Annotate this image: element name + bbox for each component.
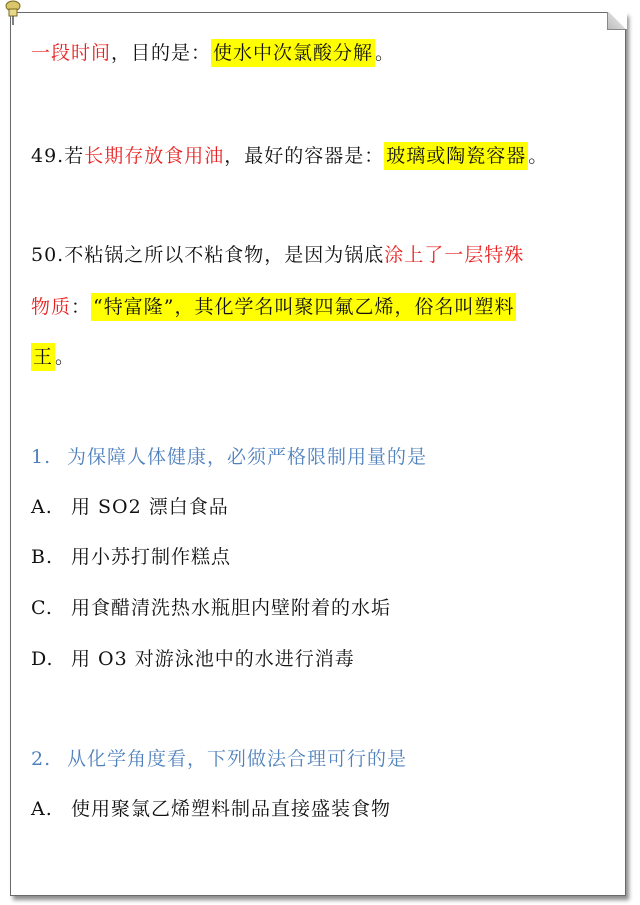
paragraph-50-line-2: 物质： “特富隆”，其化学名叫聚四氟乙烯，俗名叫塑料: [31, 292, 516, 322]
question-2-stem: 2. 从化学角度看，下列做法合理可行的是: [31, 748, 408, 770]
question-1-option-a: A. 用 SO2 漂白食品: [31, 496, 229, 518]
question-1-stem: 1. 为保障人体健康，必须严格限制用量的是: [31, 446, 428, 468]
question-1-option-b: B. 用小苏打制作糕点: [31, 546, 232, 568]
highlighted-answer: 王: [31, 343, 55, 371]
highlighted-answer: 使水中次氯酸分解: [211, 39, 375, 67]
highlighted-answer: 玻璃或陶瓷容器: [384, 142, 528, 170]
highlighted-answer: “特富隆”，其化学名叫聚四氟乙烯，俗名叫塑料: [91, 293, 516, 321]
paragraph-50-line-1: 50.不粘锅之所以不粘食物，是因为锅底涂上了一层特殊: [31, 244, 525, 266]
paragraph-48: 一段时间，目的是： 使水中次氯酸分解 。: [31, 38, 395, 68]
paragraph-50-line-3: 王 。: [31, 342, 75, 372]
paragraph-49: 49.若长期存放食用油，最好的容器是： 玻璃或陶瓷容器 。: [31, 141, 548, 171]
question-1-option-d: D. 用 O3 对游泳池中的水进行消毒: [31, 648, 355, 670]
pushpin-icon: [2, 0, 24, 26]
question-1-option-c: C. 用食醋清洗热水瓶胆内壁附着的水垢: [31, 597, 392, 619]
question-2-option-a: A. 使用聚氯乙烯塑料制品直接盛装食物: [31, 798, 392, 820]
page-curl-icon: [607, 12, 627, 30]
